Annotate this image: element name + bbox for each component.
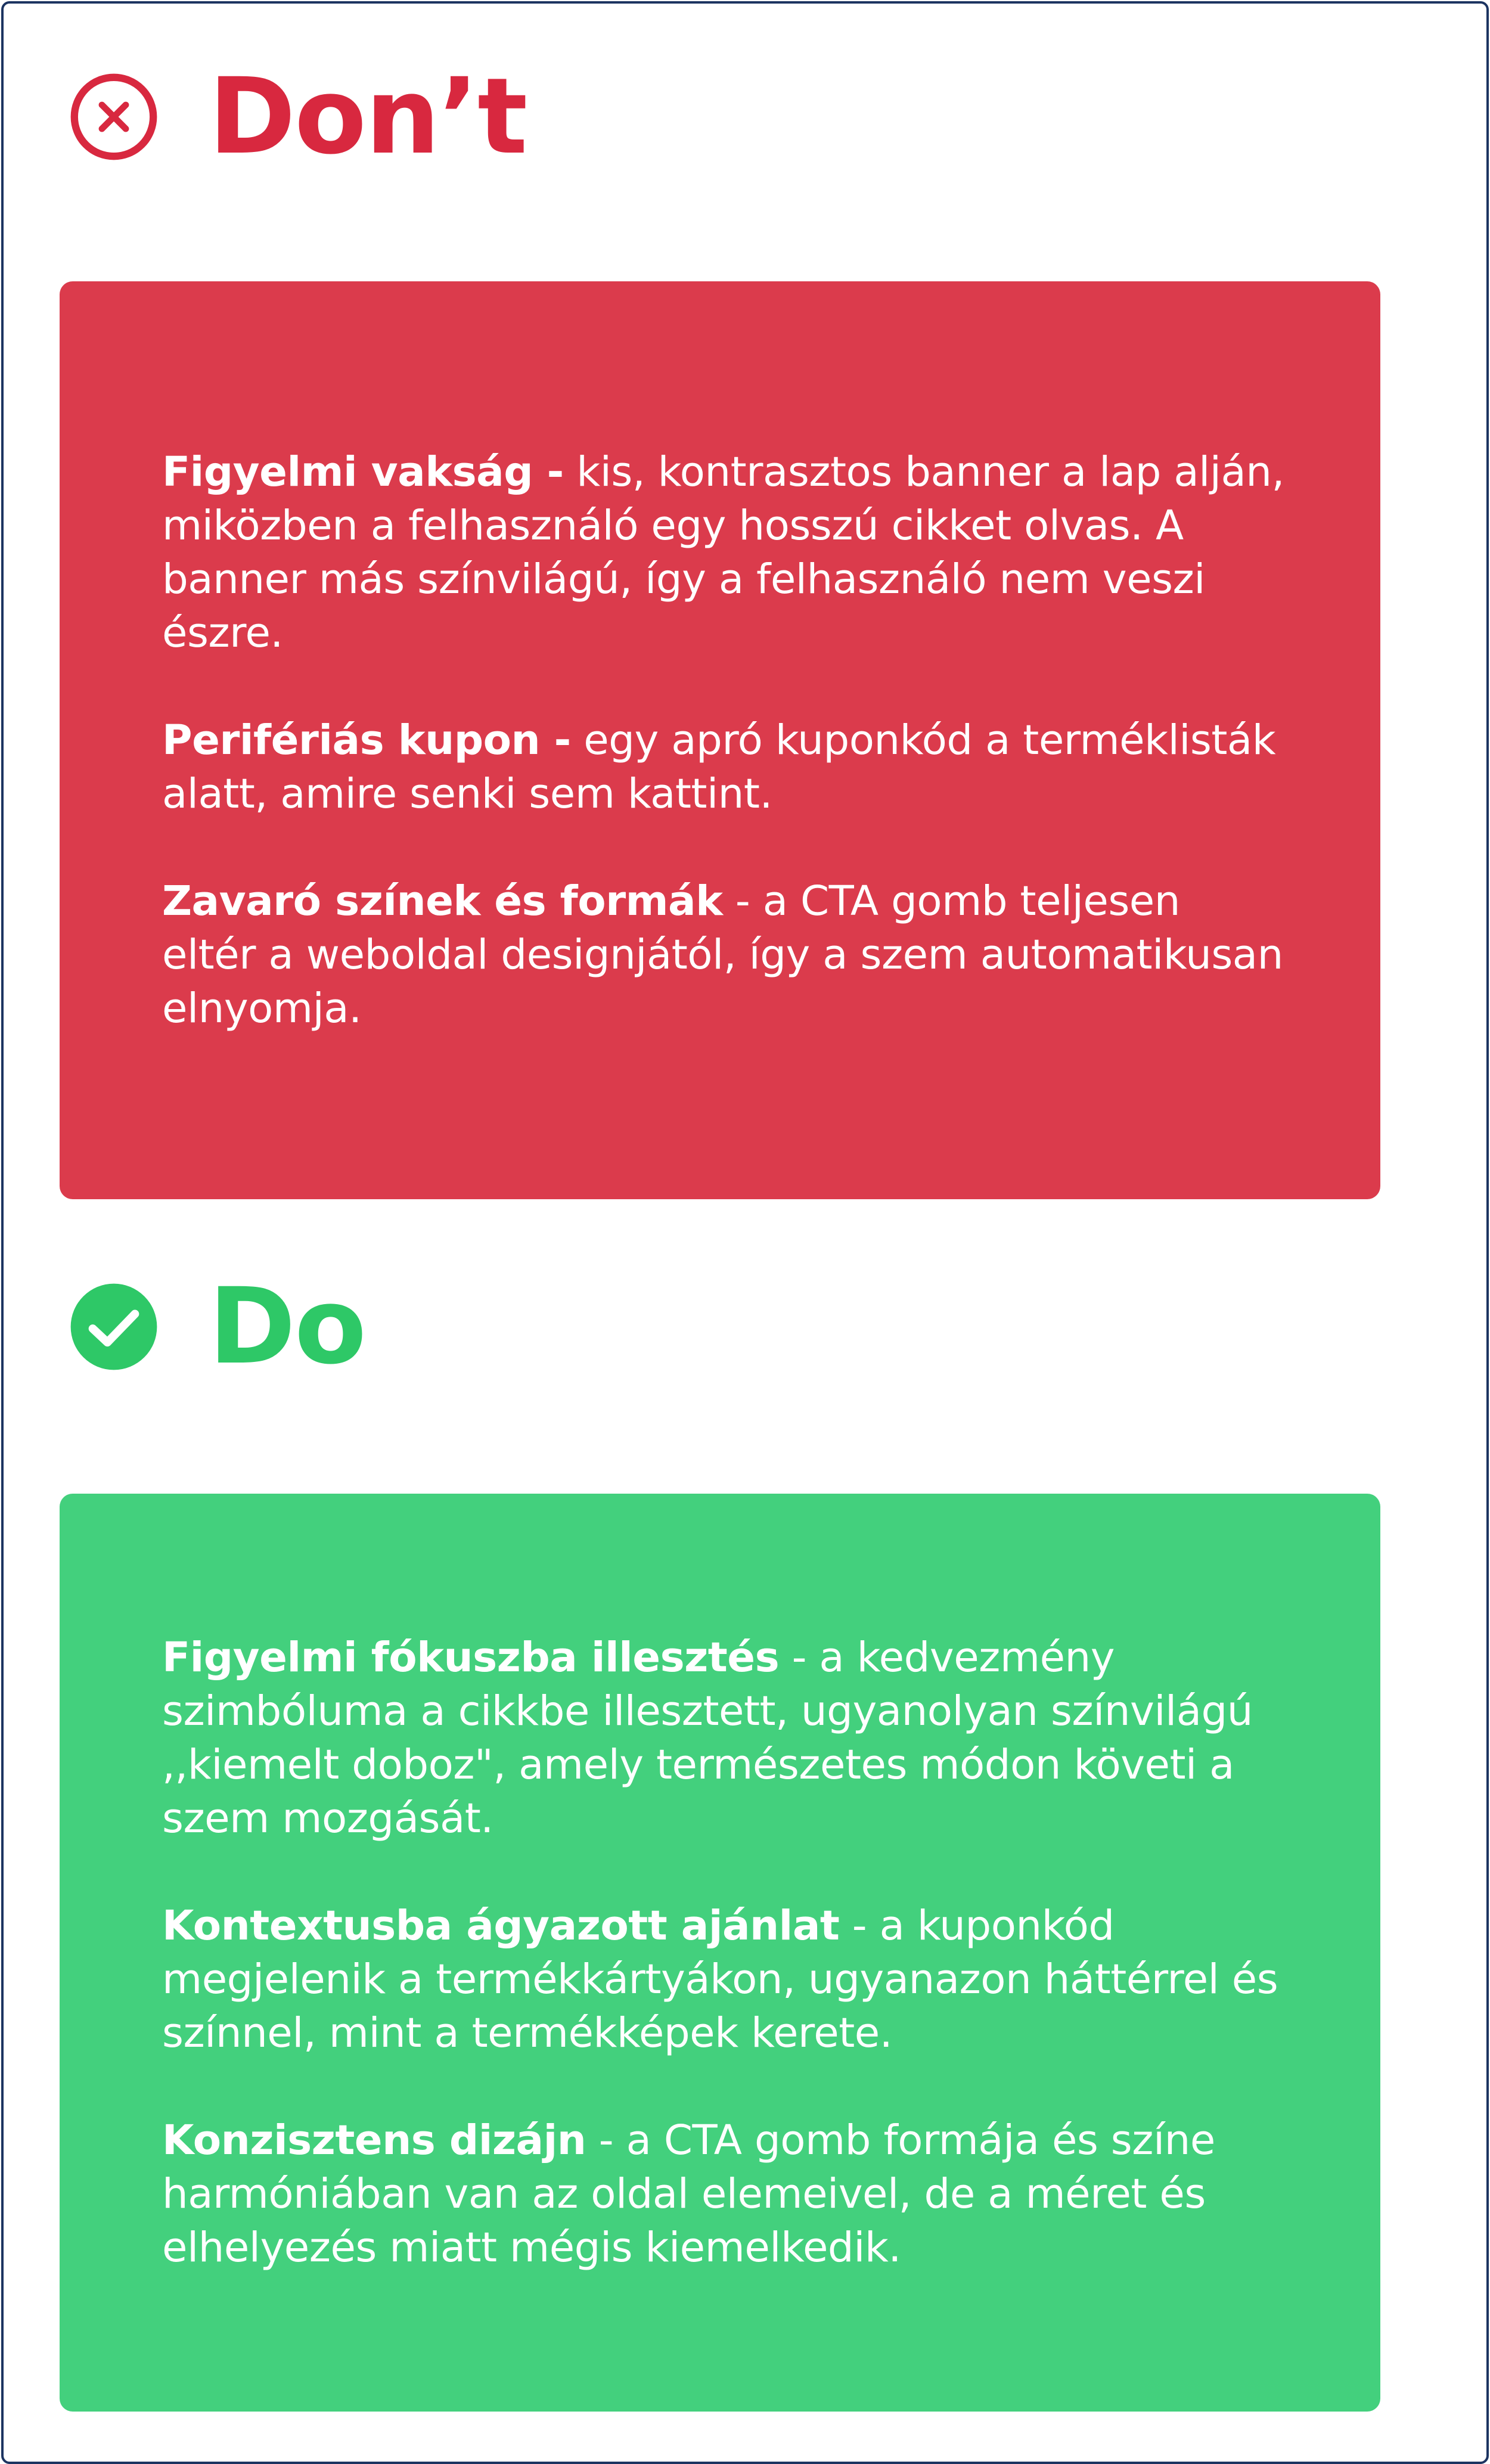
do-item	[162, 1631, 1285, 1845]
dont-item-lead: Perifériás kupon -	[162, 716, 571, 764]
dont-item	[162, 874, 1285, 1035]
dont-item	[162, 713, 1285, 821]
infographic-frame	[1, 1, 1489, 2464]
dont-item-text: - a CTA gomb teljesen eltér a weboldal designjától, így a szem automatikusan elnyomja.	[162, 877, 1283, 1032]
dont-card	[60, 281, 1380, 1199]
dont-item-text: kis, kontrasztos banner a lap alján, miközben a felhasználó egy hosszú cikket olvas. A banner más színvilágú, így a felhasználó nem veszi észre.	[162, 448, 1284, 657]
do-item-text: - a kedvezmény szimbóluma a cikkbe illesztett, ugyanolyan színvilágú ,,kiemelt doboz", amely természetes módon követi a szem mozgását.	[162, 1634, 1253, 1842]
dont-title: Don’t	[209, 55, 527, 178]
do-item-lead: Kontextusba ágyazott ajánlat	[162, 1902, 840, 1950]
dont-item-lead: Figyelmi vakság -	[162, 448, 564, 496]
dont-item-lead: Zavaró színek és formák	[162, 877, 723, 925]
do-title: Do	[209, 1265, 366, 1388]
check-circle-icon	[68, 1281, 160, 1373]
dont-heading	[68, 55, 527, 178]
dont-item	[162, 445, 1285, 660]
do-item-lead: Konzisztens dizájn	[162, 2117, 586, 2164]
do-heading	[68, 1265, 366, 1388]
do-item-lead: Figyelmi fókuszba illesztés	[162, 1634, 780, 1681]
dont-item-text: egy apró kuponkód a terméklisták alatt, amire senki sem kattint.	[162, 716, 1276, 818]
do-item-text: - a CTA gomb formája és színe harmóniában van az oldal elemeivel, de a méret és elhelyezés miatt mégis kiemelkedik.	[162, 2117, 1215, 2271]
do-card	[60, 1494, 1380, 2412]
do-item	[162, 2114, 1285, 2274]
do-item	[162, 1899, 1285, 2060]
x-circle-icon	[68, 71, 160, 163]
do-item-text: - a kuponkód megjelenik a termékkártyákon, ugyanazon háttérrel és színnel, mint a termékképek kerete.	[162, 1902, 1278, 2057]
